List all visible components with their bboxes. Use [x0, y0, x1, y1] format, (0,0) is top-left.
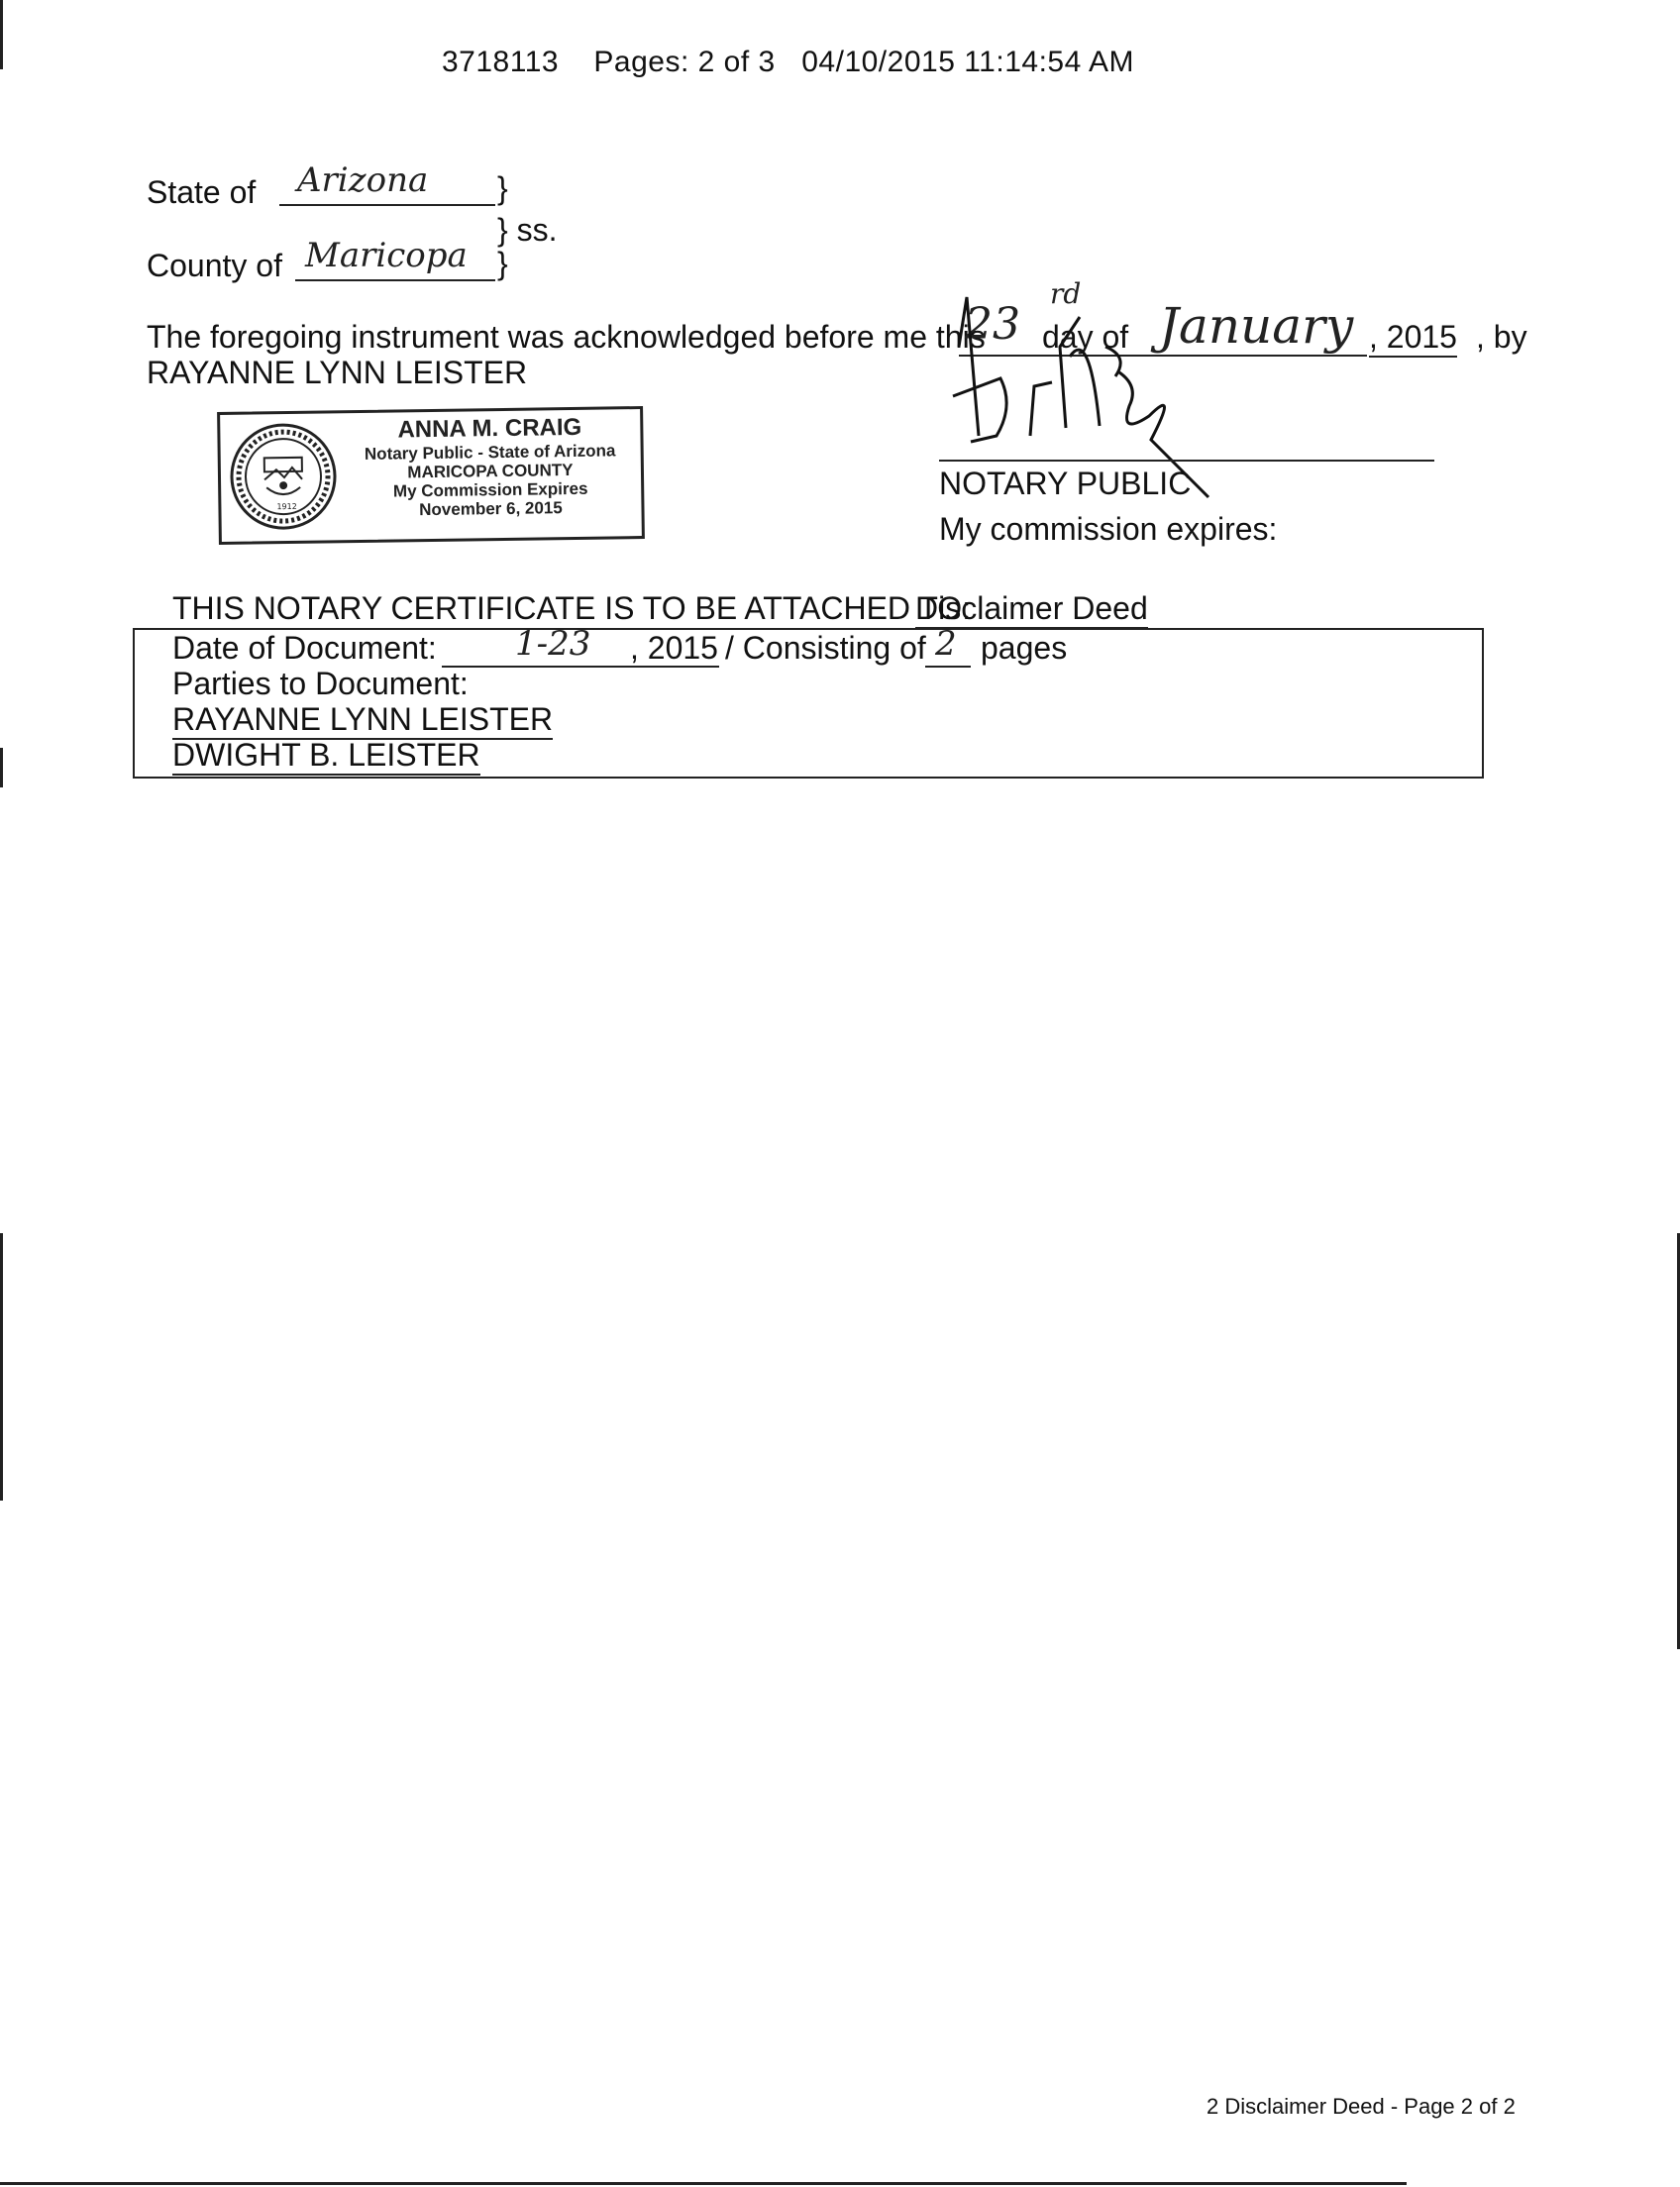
- date-value: 1-23: [515, 624, 591, 664]
- state-seal-icon: [228, 421, 339, 532]
- stamp-line1: Notary Public - State of Arizona: [364, 441, 616, 464]
- scan-edge-bottom: [0, 2182, 1407, 2185]
- record-timestamp: 04/10/2015 11:14:54 AM: [801, 46, 1134, 78]
- scan-edge-left: [0, 0, 3, 69]
- stamp-line4: November 6, 2015: [419, 498, 563, 520]
- county-field: [295, 238, 495, 281]
- commission-label: My commission expires:: [939, 511, 1278, 547]
- acknowledgment-text: The foregoing instrument was acknowledged before me this: [147, 319, 986, 355]
- party-2: DWIGHT B. LEISTER: [172, 737, 480, 776]
- month-value: January: [1159, 297, 1354, 355]
- ack-by: , by: [1476, 319, 1527, 355]
- notary-stamp: [217, 406, 645, 545]
- day-of-label: day of: [1042, 319, 1129, 355]
- day-suffix: rd: [1050, 277, 1082, 310]
- state-field: [279, 160, 495, 206]
- ss-label: } ss.: [497, 212, 558, 248]
- doc-number: 3718113: [442, 46, 560, 78]
- scan-edge-left-mid: [0, 748, 3, 787]
- scan-edge-left-low: [0, 1233, 3, 1501]
- stamp-line2: MARICOPA COUNTY: [407, 460, 574, 482]
- county-brace: }: [497, 246, 508, 281]
- party-1: RAYANNE LYNN LEISTER: [172, 701, 553, 740]
- pages-label: pages: [981, 630, 1068, 666]
- svg-text:1912: 1912: [276, 501, 297, 512]
- consisting-label: / Consisting of: [725, 630, 926, 666]
- notary-public-label: NOTARY PUBLIC: [939, 466, 1192, 501]
- date-label: Date of Document:: [172, 630, 437, 666]
- stamp-name: ANNA M. CRAIG: [397, 413, 582, 444]
- page-count: Pages: 2 of 3: [593, 46, 776, 78]
- county-label: County of: [147, 248, 282, 283]
- attach-label: THIS NOTARY CERTIFICATE IS TO BE ATTACHED TO:: [172, 590, 972, 626]
- stamp-line3: My Commission Expires: [392, 478, 588, 501]
- attach-value: Disclaimer Deed: [915, 590, 1148, 629]
- state-value: Arizona: [297, 160, 429, 200]
- county-value: Maricopa: [305, 236, 468, 275]
- parties-label: Parties to Document:: [172, 666, 469, 701]
- state-label: State of: [147, 174, 257, 210]
- stamp-text: [341, 413, 639, 520]
- signature-line: [939, 460, 1434, 462]
- acknowledged-party: RAYANNE LYNN LEISTER: [147, 355, 528, 390]
- page-header: [442, 46, 1134, 79]
- state-brace: }: [497, 170, 508, 206]
- day-value: 23: [965, 299, 1020, 350]
- page-footer: 2 Disclaimer Deed - Page 2 of 2: [1207, 2094, 1516, 2119]
- date-year: , 2015: [630, 630, 718, 666]
- pages-value: 2: [935, 624, 957, 664]
- ack-year: , 2015: [1369, 319, 1457, 358]
